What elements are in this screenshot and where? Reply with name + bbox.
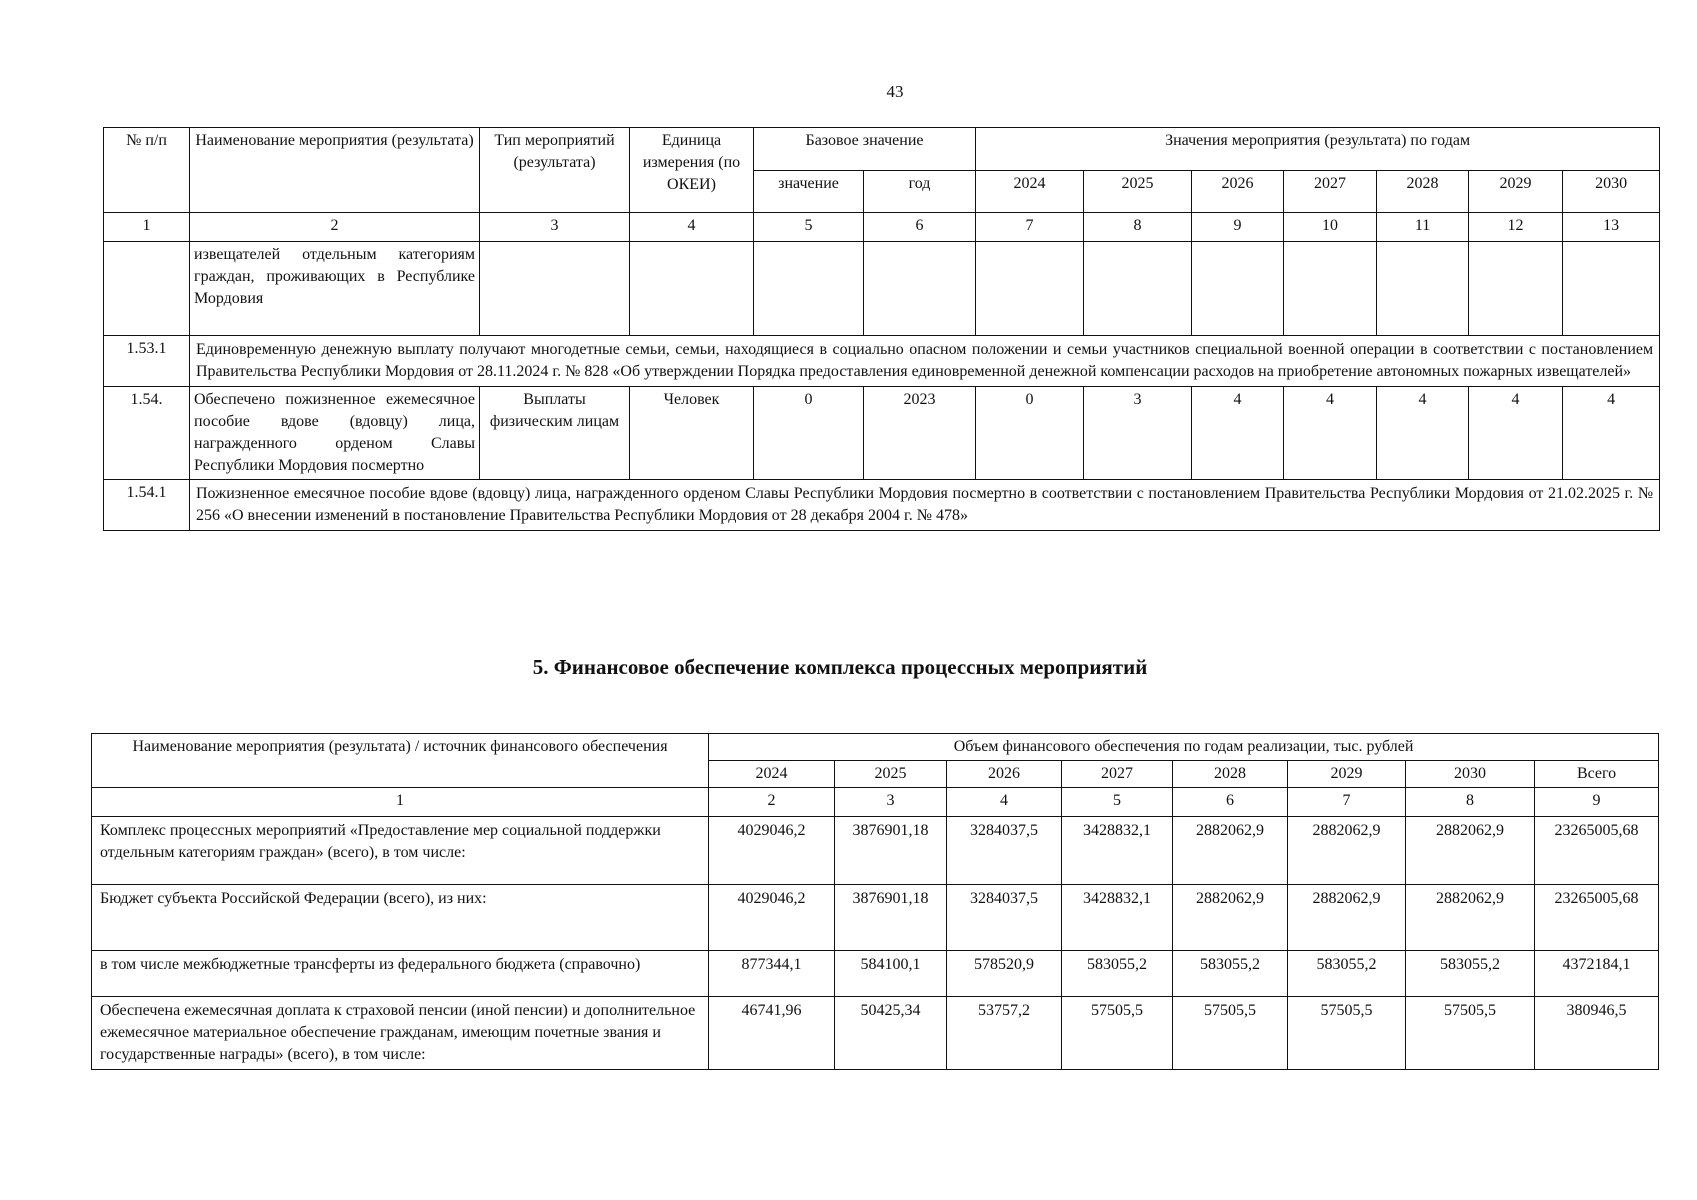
header-volume: Объем финансового обеспечения по годам реализации, тыс. рублей [709,734,1659,761]
header-year: 2024 [976,171,1084,213]
table-row [104,336,1660,387]
row-year-value: 4 [1284,387,1377,480]
row-value: 2882062,9 [1173,885,1288,951]
column-number: 4 [630,213,754,242]
row-name: Обеспечено пожизненное ежемесячное пособие вдове (вдовцу) лица, награжденного орденом Славы Республики Мордовия посмертно [190,387,480,480]
column-number: 7 [1288,788,1406,817]
row-year-value: 4 [1192,387,1284,480]
column-number: 10 [1284,213,1377,242]
table-row [92,885,1659,951]
row-value: 57505,5 [1288,997,1406,1070]
row-year-value: 3 [1084,387,1192,480]
row-value: 4029046,2 [709,817,835,885]
column-number: 2 [190,213,480,242]
row-value: 2882062,9 [1406,817,1535,885]
row-description: Единовременную денежную выплату получают многодетные семьи, семьи, находящиеся в социально опасном положении и семьи участников специальной военной операции в соответствии с постановлением Правительства Республики Мордовия от 28.11.2024 г. № 828 «Об утверждении Порядка предоставления единовременной денежной компенсации расходов на приобретение автономных пожарных извещателей» [190,336,1660,387]
header-year: 2029 [1469,171,1563,213]
row-total: 23265005,68 [1535,885,1659,951]
header-name: Наименование мероприятия (результата) [190,128,480,213]
row-value: 2882062,9 [1288,885,1406,951]
header-year: 2030 [1563,171,1660,213]
column-number: 5 [754,213,864,242]
financing-table [91,733,1659,1070]
row-total: 380946,5 [1535,997,1659,1070]
header-base-value: значение [754,171,864,213]
row-value: 50425,34 [835,997,947,1070]
row-number: 1.53.1 [104,336,190,387]
row-unit: Человек [630,387,754,480]
row-value: 57505,5 [1062,997,1173,1070]
header-year: 2028 [1173,761,1288,788]
table-row [92,951,1659,997]
row-value: 877344,1 [709,951,835,997]
results-table [103,127,1660,531]
header-row [92,734,1659,761]
row-number: 1.54. [104,387,190,480]
row-value: 584100,1 [835,951,947,997]
row-value: 583055,2 [1062,951,1173,997]
column-number: 1 [104,213,190,242]
section-title: 5. Финансовое обеспечение комплекса процессных мероприятий [532,655,1148,679]
row-year-value: 4 [1563,387,1660,480]
row-value: 583055,2 [1406,951,1535,997]
row-value: 583055,2 [1288,951,1406,997]
column-number: 4 [947,788,1062,817]
column-number: 7 [976,213,1084,242]
row-value: 3428832,1 [1062,885,1173,951]
table-row [104,387,1660,480]
column-number: 9 [1535,788,1659,817]
column-number: 5 [1062,788,1173,817]
page-number: 43 [886,82,904,101]
row-value: 53757,2 [947,997,1062,1070]
header-row [104,128,1660,171]
row-value: 46741,96 [709,997,835,1070]
column-number: 1 [92,788,709,817]
row-name: в том числе межбюджетные трансферты из федерального бюджета (справочно) [92,951,709,997]
table-row [92,817,1659,885]
row-name: Бюджет субъекта Российской Федерации (всего), из них: [92,885,709,951]
column-numbers-row [104,213,1660,242]
column-number: 8 [1084,213,1192,242]
column-number: 3 [480,213,630,242]
column-number: 3 [835,788,947,817]
continuation-name: извещателей отдельным категориям граждан, проживающих в Республике Мордовия [190,242,480,336]
header-base: Базовое значение [754,128,976,171]
column-numbers-row [92,788,1659,817]
header-total: Всего [1535,761,1659,788]
row-year-value: 4 [1377,387,1469,480]
header-base-year: год [864,171,976,213]
column-number: 2 [709,788,835,817]
row-value: 2882062,9 [1288,817,1406,885]
row-value: 578520,9 [947,951,1062,997]
header-year: 2029 [1288,761,1406,788]
column-number: 8 [1406,788,1535,817]
row-value: 57505,5 [1406,997,1535,1070]
row-base-year: 2023 [864,387,976,480]
header-name: Наименование мероприятия (результата) / источник финансового обеспечения [92,734,709,788]
header-year: 2025 [835,761,947,788]
row-description: Пожизненное емесячное пособие вдове (вдовцу) лица, награжденного орденом Славы Республики Мордовия посмертно в соответствии с постановлением Правительства Республики Мордовия от 21.02.2025 г. № 256 «О внесении изменений в постановление Правительства Республики Мордовия от 28 декабря 2004 г. № 478» [190,480,1660,531]
row-total: 4372184,1 [1535,951,1659,997]
column-number: 11 [1377,213,1469,242]
header-year: 2026 [947,761,1062,788]
column-number: 6 [864,213,976,242]
header-year: 2030 [1406,761,1535,788]
row-value: 57505,5 [1173,997,1288,1070]
row-value: 3876901,18 [835,885,947,951]
header-type: Тип мероприятий (результата) [480,128,630,213]
row-value: 2882062,9 [1406,885,1535,951]
header-year: 2025 [1084,171,1192,213]
header-no: № п/п [104,128,190,213]
row-value: 4029046,2 [709,885,835,951]
row-base-value: 0 [754,387,864,480]
column-number: 9 [1192,213,1284,242]
header-year: 2026 [1192,171,1284,213]
header-year: 2027 [1062,761,1173,788]
row-value: 3876901,18 [835,817,947,885]
header-year: 2028 [1377,171,1469,213]
row-value: 3284037,5 [947,885,1062,951]
row-name: Комплекс процессных мероприятий «Предоставление мер социальной поддержки отдельным категориям граждан» (всего), в том числе: [92,817,709,885]
row-value: 583055,2 [1173,951,1288,997]
row-value: 3284037,5 [947,817,1062,885]
header-values-by-years: Значения мероприятия (результата) по годам [976,128,1660,171]
row-year-value: 0 [976,387,1084,480]
row-year-value: 4 [1469,387,1563,480]
row-value: 2882062,9 [1173,817,1288,885]
column-number: 12 [1469,213,1563,242]
header-year: 2024 [709,761,835,788]
header-unit: Единица измерения (по ОКЕИ) [630,128,754,213]
column-number: 6 [1173,788,1288,817]
header-year: 2027 [1284,171,1377,213]
row-number: 1.54.1 [104,480,190,531]
column-number: 13 [1563,213,1660,242]
row-total: 23265005,68 [1535,817,1659,885]
row-type: Выплаты физическим лицам [480,387,630,480]
table-row [104,480,1660,531]
table-row [92,997,1659,1070]
row-value: 3428832,1 [1062,817,1173,885]
row-name: Обеспечена ежемесячная доплата к страховой пенсии (иной пенсии) и дополнительное ежемесячное материальное обеспечение гражданам, имеющим почетные звания и государственные награды» (всего), в том числе: [92,997,709,1070]
table-row [104,242,1660,336]
